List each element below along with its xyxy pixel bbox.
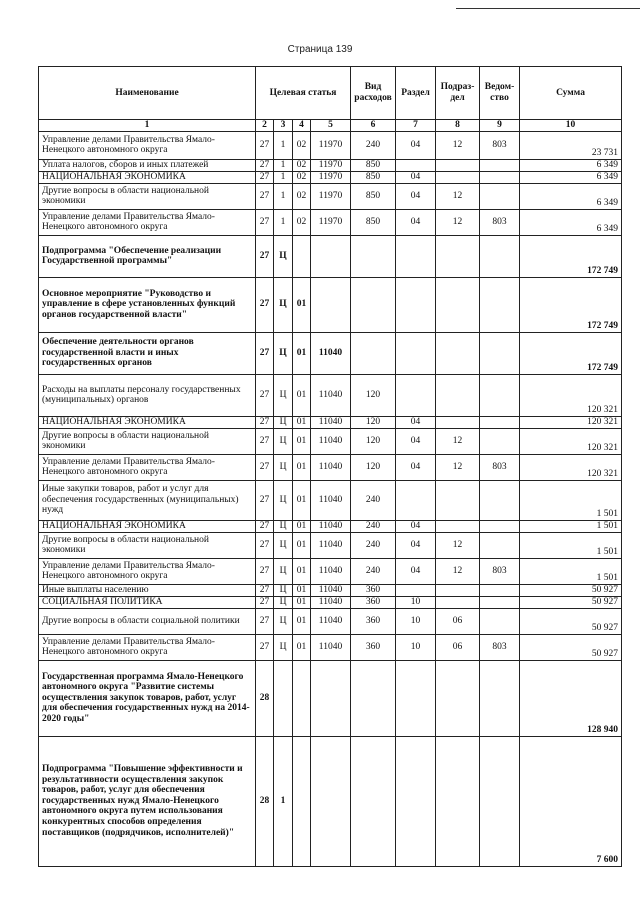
- department: [480, 520, 520, 532]
- expense-type: 240: [351, 520, 396, 532]
- row-sum: 23 731: [520, 131, 622, 159]
- header-subsection: Подраз-дел: [436, 67, 480, 120]
- expense-type: [351, 660, 396, 736]
- target-subprogram: 1: [274, 131, 293, 159]
- row-name: Расходы на выплаты персоналу государственных (муниципальных) органов: [39, 374, 256, 416]
- row-name: СОЦИАЛЬНАЯ ПОЛИТИКА: [39, 596, 256, 608]
- row-name: Подпрограмма "Обеспечение реализации Государственной программы": [39, 235, 256, 277]
- row-name: Управление делами Правительства Ямало-Ненецкого автономного округа: [39, 634, 256, 660]
- table-row: [39, 596, 622, 608]
- expense-type: 120: [351, 428, 396, 454]
- target-activity: [293, 660, 311, 736]
- target-program: 27: [256, 332, 274, 374]
- table-row: [39, 660, 622, 736]
- target-activity: 01: [293, 428, 311, 454]
- page-title: Страница 139: [287, 44, 353, 55]
- target-activity: 01: [293, 520, 311, 532]
- expense-type: 360: [351, 596, 396, 608]
- row-sum: 50 927: [520, 608, 622, 634]
- department: [480, 428, 520, 454]
- subsection: [436, 480, 480, 520]
- target-subprogram: Ц: [274, 608, 293, 634]
- column-number: 2: [256, 120, 274, 132]
- target-activity: 01: [293, 584, 311, 596]
- target-activity: [293, 235, 311, 277]
- row-sum: 120 321: [520, 454, 622, 480]
- row-sum: 50 927: [520, 596, 622, 608]
- target-direction: [311, 235, 351, 277]
- target-program: 27: [256, 454, 274, 480]
- row-name: Другие вопросы в области национальной экономики: [39, 183, 256, 209]
- row-sum: 6 349: [520, 171, 622, 183]
- header-sum: Сумма: [520, 67, 622, 120]
- row-name: НАЦИОНАЛЬНАЯ ЭКОНОМИКА: [39, 171, 256, 183]
- section: [396, 736, 436, 866]
- table-row: [39, 584, 622, 596]
- section: 04: [396, 558, 436, 584]
- expense-type: [351, 332, 396, 374]
- target-activity: 01: [293, 532, 311, 558]
- target-subprogram: Ц: [274, 532, 293, 558]
- row-name: Основное мероприятие "Руководство и управление в сфере установленных функций органов государственной власти": [39, 277, 256, 332]
- section: [396, 660, 436, 736]
- table-row: [39, 428, 622, 454]
- row-name: Подпрограмма "Повышение эффективности и результативности осуществления закупок товаров, работ, услуг для обеспечения государственных нужд Ямало-Ненецкого автономного округа путем использования конкурентных способов определения поставщиков (подрядчиков, исполнителей)": [39, 736, 256, 866]
- target-subprogram: Ц: [274, 520, 293, 532]
- section: [396, 235, 436, 277]
- target-program: 27: [256, 131, 274, 159]
- table-row: [39, 277, 622, 332]
- expense-type: 360: [351, 608, 396, 634]
- row-name: Другие вопросы в области социальной политики: [39, 608, 256, 634]
- target-program: 27: [256, 596, 274, 608]
- subsection: 06: [436, 608, 480, 634]
- table-row: [39, 183, 622, 209]
- section: [396, 584, 436, 596]
- subsection: [436, 596, 480, 608]
- expense-type: [351, 235, 396, 277]
- department: [480, 608, 520, 634]
- column-number: 6: [351, 120, 396, 132]
- row-name: Управление делами Правительства Ямало-Ненецкого автономного округа: [39, 558, 256, 584]
- section: 04: [396, 209, 436, 235]
- target-direction: 11970: [311, 209, 351, 235]
- expense-type: 850: [351, 183, 396, 209]
- target-program: 27: [256, 171, 274, 183]
- section: 10: [396, 596, 436, 608]
- subsection: 12: [436, 131, 480, 159]
- row-name: Уплата налогов, сборов и иных платежей: [39, 159, 256, 171]
- target-direction: [311, 277, 351, 332]
- row-sum: 6 349: [520, 209, 622, 235]
- row-sum: 50 927: [520, 634, 622, 660]
- subsection: 12: [436, 558, 480, 584]
- target-direction: 11040: [311, 596, 351, 608]
- target-subprogram: Ц: [274, 332, 293, 374]
- target-direction: [311, 736, 351, 866]
- row-sum: 1 501: [520, 532, 622, 558]
- row-name: Управление делами Правительства Ямало-Ненецкого автономного округа: [39, 131, 256, 159]
- department: [480, 159, 520, 171]
- section: 04: [396, 183, 436, 209]
- target-program: 27: [256, 159, 274, 171]
- section: [396, 277, 436, 332]
- column-number: 7: [396, 120, 436, 132]
- department: 803: [480, 558, 520, 584]
- subsection: [436, 235, 480, 277]
- subsection: [436, 736, 480, 866]
- target-subprogram: 1: [274, 171, 293, 183]
- subsection: 12: [436, 454, 480, 480]
- section: 04: [396, 416, 436, 428]
- target-subprogram: Ц: [274, 428, 293, 454]
- target-subprogram: Ц: [274, 454, 293, 480]
- column-number: 9: [480, 120, 520, 132]
- header-dept: Ведом-ство: [480, 67, 520, 120]
- table-row: [39, 159, 622, 171]
- column-number: 5: [311, 120, 351, 132]
- expense-type: 240: [351, 480, 396, 520]
- target-activity: 02: [293, 183, 311, 209]
- target-direction: 11970: [311, 171, 351, 183]
- table-row: [39, 454, 622, 480]
- table-row: [39, 520, 622, 532]
- table-row: [39, 532, 622, 558]
- expense-type: [351, 736, 396, 866]
- row-name: Иные выплаты населению: [39, 584, 256, 596]
- table-row: [39, 736, 622, 866]
- row-sum: 120 321: [520, 416, 622, 428]
- subsection: [436, 332, 480, 374]
- target-program: 27: [256, 209, 274, 235]
- department: [480, 532, 520, 558]
- expense-type: [351, 277, 396, 332]
- target-program: 27: [256, 520, 274, 532]
- section: 04: [396, 428, 436, 454]
- row-sum: 1 501: [520, 558, 622, 584]
- subsection: [436, 277, 480, 332]
- target-direction: 11040: [311, 416, 351, 428]
- target-subprogram: [274, 660, 293, 736]
- row-sum: 172 749: [520, 332, 622, 374]
- target-activity: 01: [293, 558, 311, 584]
- department: [480, 736, 520, 866]
- row-name: Иные закупки товаров, работ и услуг для обеспечения государственных (муниципальных) нужд: [39, 480, 256, 520]
- target-direction: 11040: [311, 428, 351, 454]
- section: [396, 374, 436, 416]
- target-activity: 02: [293, 159, 311, 171]
- subsection: [436, 520, 480, 532]
- expense-type: 120: [351, 454, 396, 480]
- target-activity: 01: [293, 277, 311, 332]
- section: 04: [396, 520, 436, 532]
- table-row: [39, 131, 622, 159]
- department: [480, 235, 520, 277]
- row-sum: 6 349: [520, 159, 622, 171]
- target-subprogram: Ц: [274, 558, 293, 584]
- row-name: Управление делами Правительства Ямало-Ненецкого автономного округа: [39, 454, 256, 480]
- department: [480, 480, 520, 520]
- target-direction: 11970: [311, 183, 351, 209]
- target-subprogram: Ц: [274, 374, 293, 416]
- target-direction: 11040: [311, 558, 351, 584]
- row-sum: 1 501: [520, 480, 622, 520]
- table-row: [39, 608, 622, 634]
- target-activity: 01: [293, 454, 311, 480]
- row-name: Государственная программа Ямало-Ненецкого автономного округа "Развитие системы осуществления закупок товаров, работ, услуг для обеспечения государственных нужд на 2014-2020 годы": [39, 660, 256, 736]
- target-program: 27: [256, 558, 274, 584]
- row-sum: 128 940: [520, 660, 622, 736]
- target-activity: 01: [293, 596, 311, 608]
- page-corner-mark: [456, 0, 640, 9]
- subsection: 12: [436, 532, 480, 558]
- row-name: НАЦИОНАЛЬНАЯ ЭКОНОМИКА: [39, 520, 256, 532]
- target-program: 27: [256, 277, 274, 332]
- target-activity: 02: [293, 209, 311, 235]
- header-type: Вид расходов: [351, 67, 396, 120]
- target-activity: 01: [293, 416, 311, 428]
- section: 10: [396, 634, 436, 660]
- row-name: Обеспечение деятельности органов государственной власти и иных государственных органов: [39, 332, 256, 374]
- section: [396, 332, 436, 374]
- row-sum: 7 600: [520, 736, 622, 866]
- target-program: 27: [256, 428, 274, 454]
- table-row: [39, 374, 622, 416]
- table-row: [39, 480, 622, 520]
- target-direction: 11040: [311, 532, 351, 558]
- column-number: 1: [39, 120, 256, 132]
- target-activity: 02: [293, 131, 311, 159]
- expense-type: 850: [351, 209, 396, 235]
- target-direction: 11040: [311, 584, 351, 596]
- table-row: [39, 171, 622, 183]
- target-activity: 01: [293, 608, 311, 634]
- expense-type: 360: [351, 584, 396, 596]
- department: [480, 332, 520, 374]
- header-name: Наименование: [39, 67, 256, 120]
- expense-type: 240: [351, 558, 396, 584]
- subsection: [436, 584, 480, 596]
- target-direction: 11040: [311, 454, 351, 480]
- department: [480, 584, 520, 596]
- target-program: 27: [256, 532, 274, 558]
- department: 803: [480, 454, 520, 480]
- section: 10: [396, 608, 436, 634]
- target-subprogram: 1: [274, 159, 293, 171]
- target-program: 27: [256, 584, 274, 596]
- target-direction: 11040: [311, 374, 351, 416]
- row-sum: 120 321: [520, 428, 622, 454]
- target-direction: [311, 660, 351, 736]
- target-subprogram: 1: [274, 183, 293, 209]
- header-target: Целевая статья: [256, 67, 351, 120]
- target-activity: 02: [293, 171, 311, 183]
- subsection: [436, 171, 480, 183]
- target-subprogram: Ц: [274, 596, 293, 608]
- target-program: 27: [256, 183, 274, 209]
- department: [480, 171, 520, 183]
- section: [396, 480, 436, 520]
- column-number: 3: [274, 120, 293, 132]
- column-number-row: [39, 120, 622, 132]
- row-sum: 172 749: [520, 277, 622, 332]
- target-subprogram: Ц: [274, 634, 293, 660]
- subsection: [436, 374, 480, 416]
- table-row: [39, 235, 622, 277]
- column-number: 10: [520, 120, 622, 132]
- expense-type: 240: [351, 131, 396, 159]
- subsection: [436, 660, 480, 736]
- subsection: [436, 416, 480, 428]
- subsection: 12: [436, 183, 480, 209]
- row-name: Другие вопросы в области национальной экономики: [39, 428, 256, 454]
- target-program: 27: [256, 634, 274, 660]
- target-program: 27: [256, 416, 274, 428]
- table-row: [39, 209, 622, 235]
- department: 803: [480, 634, 520, 660]
- target-activity: 01: [293, 480, 311, 520]
- target-direction: 11040: [311, 608, 351, 634]
- table-body: [39, 131, 622, 866]
- target-direction: 11040: [311, 520, 351, 532]
- subsection: [436, 159, 480, 171]
- section: 04: [396, 532, 436, 558]
- department: [480, 596, 520, 608]
- department: [480, 660, 520, 736]
- header-section: Раздел: [396, 67, 436, 120]
- expense-type: 850: [351, 171, 396, 183]
- target-subprogram: Ц: [274, 480, 293, 520]
- target-subprogram: Ц: [274, 416, 293, 428]
- section: 04: [396, 131, 436, 159]
- target-activity: 01: [293, 634, 311, 660]
- table-row: [39, 416, 622, 428]
- table-row: [39, 332, 622, 374]
- section: 04: [396, 171, 436, 183]
- target-subprogram: 1: [274, 736, 293, 866]
- expense-type: 850: [351, 159, 396, 171]
- row-sum: 120 321: [520, 374, 622, 416]
- target-program: 28: [256, 736, 274, 866]
- row-name: Управление делами Правительства Ямало-Ненецкого автономного округа: [39, 209, 256, 235]
- row-sum: 6 349: [520, 183, 622, 209]
- subsection: 12: [436, 428, 480, 454]
- department: [480, 416, 520, 428]
- table-row: [39, 558, 622, 584]
- target-activity: 01: [293, 374, 311, 416]
- expense-type: 240: [351, 532, 396, 558]
- section: [396, 159, 436, 171]
- subsection: 06: [436, 634, 480, 660]
- budget-table: [38, 66, 622, 867]
- target-subprogram: Ц: [274, 235, 293, 277]
- department: 803: [480, 209, 520, 235]
- section: 04: [396, 454, 436, 480]
- target-subprogram: Ц: [274, 584, 293, 596]
- target-subprogram: 1: [274, 209, 293, 235]
- target-subprogram: Ц: [274, 277, 293, 332]
- department: [480, 183, 520, 209]
- target-activity: [293, 736, 311, 866]
- column-number: 8: [436, 120, 480, 132]
- department: [480, 277, 520, 332]
- expense-type: 120: [351, 416, 396, 428]
- target-activity: 01: [293, 332, 311, 374]
- expense-type: 120: [351, 374, 396, 416]
- target-direction: 11040: [311, 332, 351, 374]
- target-direction: 11040: [311, 480, 351, 520]
- target-program: 27: [256, 235, 274, 277]
- column-number: 4: [293, 120, 311, 132]
- target-program: 27: [256, 480, 274, 520]
- table-row: [39, 634, 622, 660]
- target-direction: 11970: [311, 159, 351, 171]
- target-direction: 11970: [311, 131, 351, 159]
- row-sum: 1 501: [520, 520, 622, 532]
- subsection: 12: [436, 209, 480, 235]
- target-program: 27: [256, 608, 274, 634]
- department: [480, 374, 520, 416]
- expense-type: 360: [351, 634, 396, 660]
- target-program: 27: [256, 374, 274, 416]
- row-sum: 172 749: [520, 235, 622, 277]
- target-program: 28: [256, 660, 274, 736]
- row-name: Другие вопросы в области национальной экономики: [39, 532, 256, 558]
- row-sum: 50 927: [520, 584, 622, 596]
- target-direction: 11040: [311, 634, 351, 660]
- row-name: НАЦИОНАЛЬНАЯ ЭКОНОМИКА: [39, 416, 256, 428]
- department: 803: [480, 131, 520, 159]
